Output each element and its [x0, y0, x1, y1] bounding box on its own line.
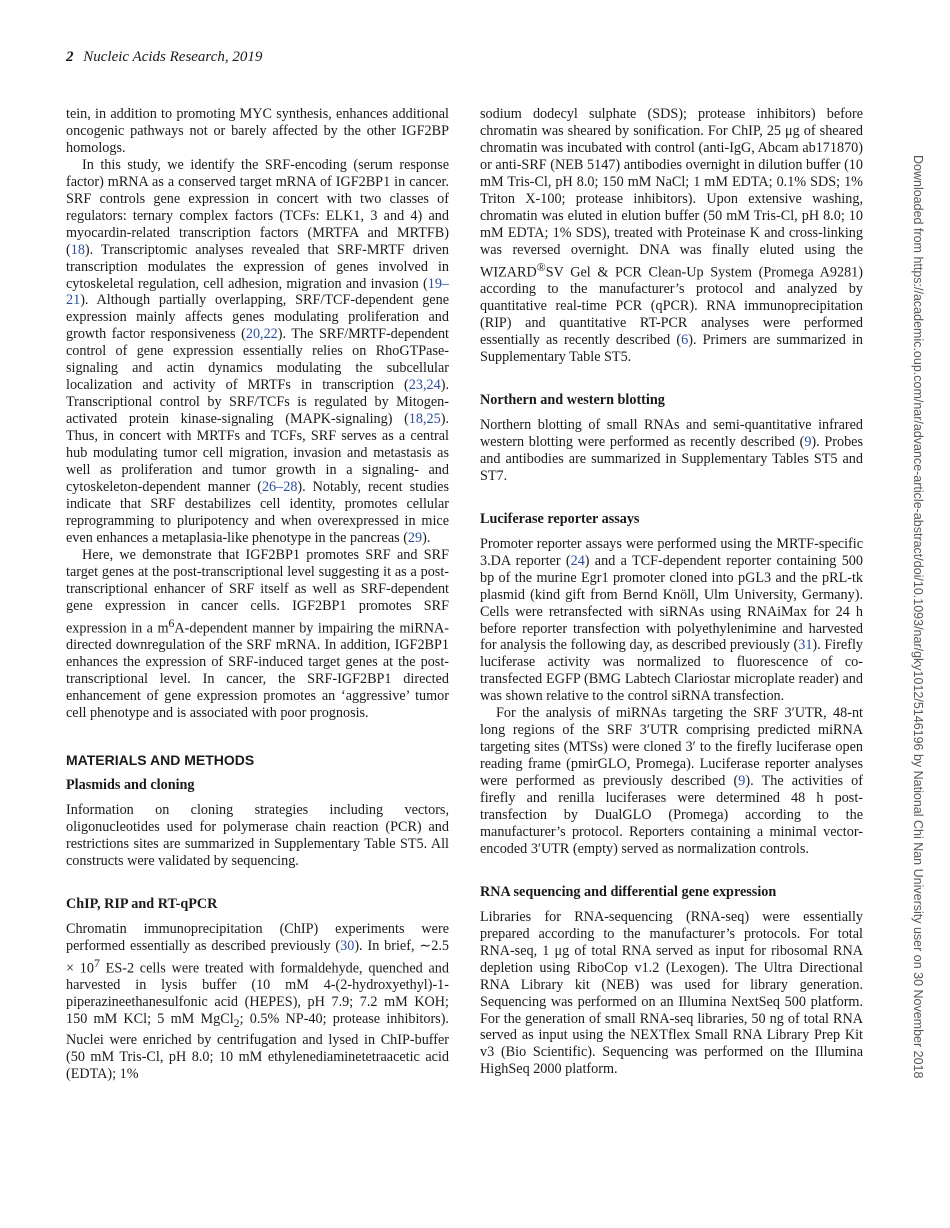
- citation-link[interactable]: 19–21: [66, 275, 449, 309]
- paragraph-plasmids: Information on cloning strategies including vectors, oligonucleotides used for polymerase chain reaction (PCR) and restrictions sites are summarized in Supplementary Table ST5. All constructs were validated by sequencing.: [66, 801, 449, 869]
- paragraph-northern: Northern blotting of small RNAs and semi-quantitative infrared western blotting were performed as recently described (9). Probes and antibodies are summarized in Supplementary Tables ST5 and ST7.: [480, 416, 863, 484]
- citation-link[interactable]: 29: [407, 529, 423, 546]
- paragraph-intro-continued: tein, in addition to promoting MYC synthesis, enhances additional oncogenic pathways not or barely affected by the other IGF2BP homologs.: [66, 106, 449, 156]
- subsection-heading-northern: Northern and western blotting: [480, 392, 665, 409]
- left-column: [66, 106, 449, 1083]
- citation-link[interactable]: 26–28: [261, 478, 298, 495]
- citation-link[interactable]: 9: [738, 773, 746, 790]
- paragraph-luciferase-2: For the analysis of miRNAs targeting the SRF 3′UTR, 48-nt long regions of the SRF 3′UTR comprising predicted miRNA targeting sites (MTSs) were cloned 3′ to the firefly luciferase open reading frame (pmirGLO, Promega). Luciferase reporter analyses were performed as previously described (9). The activities of firefly and renilla luciferases were determined 48 h post-transfection by DualGLO (Promega) according to the manufacturer’s protocol. Reporters containing a minimal vector-encoded 3′UTR (empty) served as normalization controls.: [480, 705, 863, 857]
- paragraph-chip: Chromatin immunoprecipitation (ChIP) experiments were performed essentially as described previously (30). In brief, ∼2.5 × $10^7$ ES-2 cells were treated with formaldehyde, quenched and harvested in lysis buffer (10 mM 4-(2-hydroxyethyl)-1-piperazineethanesulfonic acid (HEPES), pH 7.9; 7.2 mM KOH; 150 mM KCl; 5 mM MgCl$_2$; 0.5% NP-40; protease inhibitors). Nuclei were enriched by centrifugation and lysed in ChIP-buffer (50 mM Tris-Cl, pH 8.0; 10 mM ethylenediaminetetraacetic acid (EDTA); 1%: [66, 920, 449, 1082]
- right-column: [480, 106, 863, 1078]
- paragraph-luciferase-1: Promoter reporter assays were performed using the MRTF-specific 3.DA reporter (24) and a TCF-dependent reporter containing 500 bp of the murine Egr1 promoter cloned into pGL3 and the pRL-tk plasmid (kind gift from Bernd Knöll, Ulm University, Germany). Cells were retransfected with siRNAs using RNAiMax for 24 h before reporter transfection with polyethylenimine and harvested for analysis the following day, as described previously (31). Firefly luciferase activity was normalized to fluorescence of co-transfected EGFP (BMG Labtech Clariostar microplate reader) and was shown relative to the control siRNA transfection.: [480, 535, 863, 705]
- page-header: [66, 49, 262, 66]
- subsection-heading-chip: ChIP, RIP and RT-qPCR: [66, 895, 218, 912]
- subsection-heading-luciferase: Luciferase reporter assays: [480, 510, 640, 527]
- citation-link[interactable]: 6: [681, 332, 689, 349]
- paragraph-summary: Here, we demonstrate that IGF2BP1 promotes SRF and SRF target genes at the post-transcriptional level suggesting it as a post-transcriptional enhancer of SRF itself as well as SRF-dependent gene expression in cancer cells. IGF2BP1 promotes SRF expression in a $m^6A$-dependent manner by impairing the miRNA-directed downregulation of the SRF mRNA. In addition, IGF2BP1 enhances the expression of SRF-induced target genes at the post-transcriptional level. In cancer, the SRF-IGF2BP1 directed enhancement of gene expression promotes an ‘aggressive’ tumor cell phenotype and is associated with poor prognosis.: [66, 546, 449, 722]
- section-heading-materials-methods: MATERIALS AND METHODS: [66, 752, 255, 769]
- page-number: 2: [66, 49, 74, 65]
- citation-link[interactable]: 18,25: [408, 411, 441, 428]
- citation-link[interactable]: 20,22: [245, 326, 278, 343]
- citation-link[interactable]: 30: [340, 937, 355, 954]
- paragraph-chip-continued: sodium dodecyl sulphate (SDS); protease inhibitors) before chromatin was sheared by sonification. For ChIP, 25 μg of sheared chromatin was incubated with control (anti-IgG, Abcam ab171870) or anti-SRF (NEB 5147) antibodies overnight in dilution buffer (10 mM Tris-Cl, pH 8.0; 150 mM NaCl; 1 mM EDTA; 0.1% SDS; 1% Triton X-100; protease inhibitors). Upon extensive washing, chromatin was eluted in elution buffer (50 mM Tris-Cl, pH 8.0; 10 mM EDTA; 1% SDS), treated with Proteinase K and cross-linking was reversed overnight. DNA was finally eluted using the WIZARD®SV Gel & PCR Clean-Up System (Promega A9281) according to the manufacturer’s protocol and analyzed by quantitative real-time PCR (qPCR). RNA immunoprecipitation (RIP) and quantitative RT-PCR analyses were performed essentially as recently described (6). Primers are summarized in Supplementary Table ST5.: [480, 106, 863, 366]
- download-sidebar: [905, 155, 931, 1079]
- subsection-heading-rnaseq: RNA sequencing and differential gene expression: [480, 883, 777, 900]
- download-note[interactable]: Downloaded from https://academic.oup.com/nar/advance-article-abstract/doi/10.1093/nar/gky1012/5146196 by National Chi Nan University user on 30 November 2018: [911, 155, 925, 1079]
- citation-link[interactable]: 24: [570, 552, 585, 569]
- subsection-heading-plasmids: Plasmids and cloning: [66, 777, 195, 793]
- paragraph-srf-intro: In this study, we identify the SRF-encoding (serum response factor) mRNA as a conserved target mRNA of IGF2BP1 in cancer. SRF controls gene expression in concert with two classes of regulators: ternary complex factors (TCFs: ELK1, 3 and 4) and myocardin-related transcription factors (MRTFA and MRTFB) (18). Transcriptomic analyses revealed that SRF-MRTF driven transcription modulates the expression of genes involved in cytoskeletal regulation, cell adhesion, migration and invasion (19–21). Although partially overlapping, SRF/TCF-dependent gene expression mainly affects genes modulating proliferation and growth factor responsiveness (20,22). The SRF/MRTF-dependent control of gene expression essentially relies on RhoGTPase-signaling and actin dynamics modulating the subcellular localization and activity of MRTFs in transcription (23,24). Transcriptional control by SRF/TCFs is regulated by Mitogen-activated protein kinase-signaling (MAPK-signaling) (18,25). Thus, in concert with MRTFs and TCFs, SRF serves as a central hub modulating tumor cell migration, invasion and metastasis as well as proliferation and tumor growth in a signaling- and cytoskeleton-dependent manner (26–28). Notably, recent studies indicate that SRF destabilizes cell identity, promotes cellular reprogramming to pluripotency and when overexpressed in mice even enhances a metaplasia-like phenotype in the pancreas (29).: [66, 156, 450, 546]
- citation-link[interactable]: 31: [798, 637, 813, 654]
- citation-link[interactable]: 23,24: [408, 377, 441, 394]
- paragraph-rnaseq: Libraries for RNA-sequencing (RNA-seq) were essentially prepared according to the manufacturer’s protocols. For total RNA-seq, 1 μg of total RNA served as input for ribosomal RNA depletion using RiboCop v1.2 (Lexogen). The Ultra Directional RNA Library kit (NEB) was used for library generation. Sequencing was performed on an Illumina NextSeq 500 platform. For the generation of small RNA-seq libraries, 50 ng of total RNA served as input using the NEXTflex Small RNA Library Prep Kit v3 (Bio Scientific). Sequencing was performed on the Illumina HighSeq 2000 platform.: [480, 908, 863, 1078]
- citation-link[interactable]: 9: [804, 433, 812, 450]
- citation-link[interactable]: 18: [70, 241, 85, 258]
- journal-title: Nucleic Acids Research, 2019: [83, 49, 263, 65]
